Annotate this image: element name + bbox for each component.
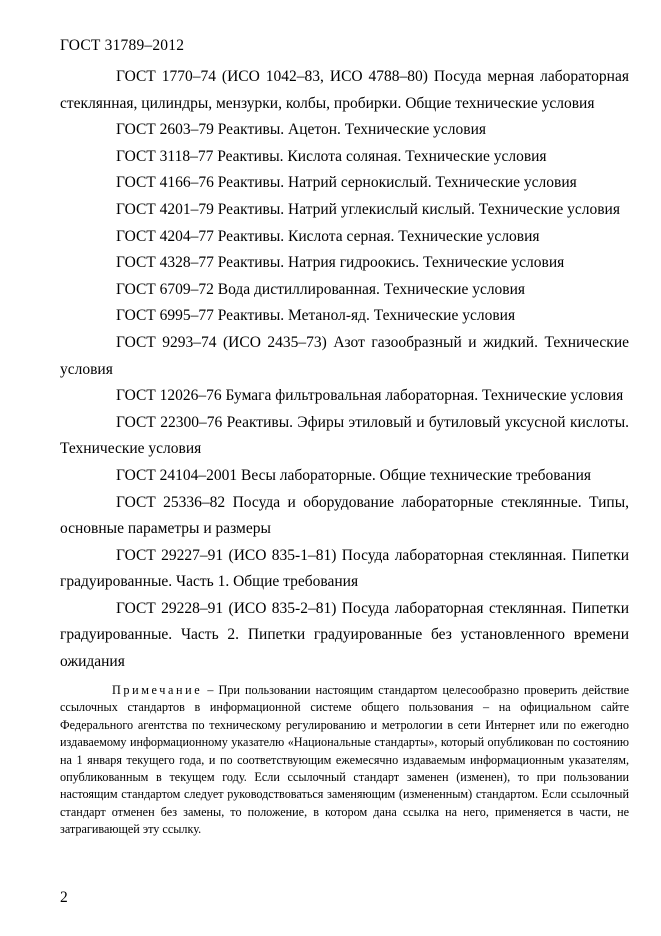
note-paragraph [60,682,629,839]
reference-item: ГОСТ 9293–74 (ИСО 2435–73) Азот газообразный и жидкий. Технические условия [60,333,629,378]
reference-item: ГОСТ 29228–91 (ИСО 835-2–81) Посуда лабораторная стеклянная. Пипетки градуированные. Часть 2. Пипетки градуированные без установленного времени ожидания [60,599,629,671]
reference-item: ГОСТ 24104–2001 Весы лабораторные. Общие технические требования [116,466,591,484]
reference-item: ГОСТ 6709–72 Вода дистиллированная. Технические условия [116,280,526,298]
page-number: 2 [60,889,68,906]
reference-item: ГОСТ 4328–77 Реактивы. Натрия гидроокись. Технические условия [116,254,565,272]
normative-references [60,64,629,676]
reference-item: ГОСТ 4201–79 Реактивы. Натрий углекислый кислый. Технические условия [116,200,620,218]
reference-item: ГОСТ 3118–77 Реактивы. Кислота соляная. Технические условия [116,147,547,165]
reference-item: ГОСТ 22300–76 Реактивы. Эфиры этиловый и бутиловый уксусной кислоты. Технические условия [60,413,629,458]
reference-item: ГОСТ 29227–91 (ИСО 835-1–81) Посуда лабораторная стеклянная. Пипетки градуированные. Часть 1. Общие требования [60,546,629,591]
reference-item: ГОСТ 25336–82 Посуда и оборудование лабораторные стеклянные. Типы, основные параметры и размеры [60,493,629,538]
reference-item: ГОСТ 6995–77 Реактивы. Метанол-яд. Технические условия [116,307,516,325]
note-label: Примечание [112,683,203,697]
note-text: – При пользовании настоящим стандартом целесообразно проверить действие ссылочных стандартов в информационной системе общего пользования – на официальном сайте Федерального агентства по техническому регулированию и метрологии в сети Интернет или по ежегодно издаваемому информационному указателю «Национальные стандарты», который опубликован по состоянию на 1 января текущего года, и по соответствующим ежемесячно издаваемым информационным указателям, опубликованным в текущем году. Если ссылочный стандарт заменен (изменен), то при пользовании настоящим стандартом следует руководствоваться заменяющим (измененным) стандартом. Если ссылочный стандарт отменен без замены, то положение, в котором дана ссылка на него, применяется в части, не затрагивающей эту ссылку. [60,683,629,837]
reference-item: ГОСТ 1770–74 (ИСО 1042–83, ИСО 4788–80) Посуда мерная лабораторная стеклянная, цилиндры, мензурки, колбы, пробирки. Общие технические условия [60,68,629,112]
reference-item: ГОСТ 12026–76 Бумага фильтровальная лабораторная. Технические условия [116,387,624,405]
reference-item: ГОСТ 2603–79 Реактивы. Ацетон. Технические условия [116,121,487,139]
reference-item: ГОСТ 4204–77 Реактивы. Кислота серная. Технические условия [116,227,540,245]
reference-item: ГОСТ 4166–76 Реактивы. Натрий сернокислый. Технические условия [116,174,577,192]
document-header: ГОСТ 31789–2012 [60,37,185,54]
